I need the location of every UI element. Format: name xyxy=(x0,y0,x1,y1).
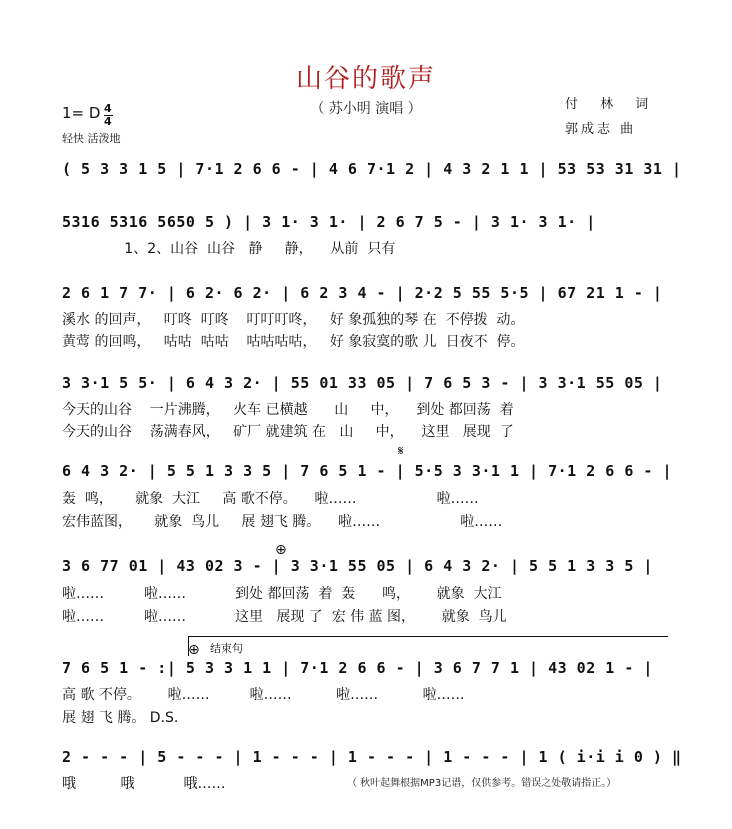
lyric-line-5b: 宏伟蓝图， 就象 鸟儿 展 翅飞 腾。 啦…… 啦…… xyxy=(62,514,503,530)
segno-mark: 𝄋 xyxy=(398,444,404,459)
lyric-line-7b: 展 翅 飞 腾。 D.S. xyxy=(62,710,179,726)
lyric-line-4a: 今天的山谷 一片沸腾， 火车 已横越 山 中， 到处 都回荡 着 xyxy=(62,402,514,418)
lyricist-credit: 付 林 词 xyxy=(565,97,658,112)
notation-line-2: 5316 5316 5650 5 ) | 3 1· 3 1· | 2 6 7 5 - | 3 1· 3 1· | xyxy=(62,213,596,231)
coda-mark: ⊕ xyxy=(275,542,287,558)
notation-line-5: 6 4 3 2· | 5 5 1 3 3 5 | 7 6 5 1 - | 5·5 3 3·1 1 | 7·1 2 6 6 - | xyxy=(62,462,672,480)
lyric-line-6a: 啦…… 啦…… 到处 都回荡 着 轰 鸣， 就象 大江 xyxy=(62,586,502,602)
notation-line-6: 3 6 77 01 | 43 02 3 - | 3 3·1 55 05 | 6 4 3 2· | 5 5 1 3 3 5 | xyxy=(62,557,653,575)
coda-start-mark: ⊕ xyxy=(188,642,200,658)
lyric-line-3a: 溪水 的回声， 叮咚 叮咚 叮叮叮咚， 好 象孤独的琴 在 不停拨 动。 xyxy=(62,312,525,328)
notation-line-7: 7 6 5 1 - :| 5 3 3 1 1 | 7·1 2 6 6 - | 3 6 7 7 1 | 43 02 1 - | xyxy=(62,659,653,677)
song-title: 山谷的歌声 xyxy=(295,64,436,94)
notation-line-4: 3 3·1 5 5· | 6 4 3 2· | 55 01 33 05 | 7 6 5 3 - | 3 3·1 55 05 | xyxy=(62,374,663,392)
tempo-marking: 轻快 活泼地 xyxy=(62,132,121,145)
lyric-line-4b: 今天的山谷 荡满春风， 矿厂 就建筑 在 山 中， 这里 展现 了 xyxy=(62,424,514,440)
time-signature-bottom: 4 xyxy=(104,115,112,128)
lyric-line-2a: 1、2、山谷 山谷 静 静， 从前 只有 xyxy=(62,241,396,257)
time-signature-top: 4 xyxy=(104,102,112,115)
lyric-line-8a: 哦 哦 哦…… xyxy=(62,776,226,792)
notation-line-1: ( 5 3 3 1 5 | 7·1 2 6 6 - | 4 6 7·1 2 | 4 3 2 1 1 | 53 53 31 31 | xyxy=(62,160,682,178)
key-signature: 1= D xyxy=(62,104,101,122)
composer-credit: 郭成志 曲 xyxy=(565,122,637,137)
lyric-line-7a: 高 歌 不停。 啦…… 啦…… 啦…… 啦…… xyxy=(62,687,465,703)
notation-line-3: 2 6 1 7 7· | 6 2· 6 2· | 6 2 3 4 - | 2·2 5 55 5·5 | 67 21 1 - | xyxy=(62,284,663,302)
lyric-line-5a: 轰 鸣， 就象 大江 高 歌不停。 啦…… 啦…… xyxy=(62,491,479,507)
singer-credit: （ 苏小明 演唱 ） xyxy=(310,101,422,117)
footnote: （ 秋叶起舞根据MP3记谱，仅供参考。错误之处敬请指正。） xyxy=(347,778,617,789)
lyric-line-3b: 黄莺 的回鸣， 咕咕 咕咕 咕咕咕咕， 好 象寂寞的歌 儿 日夜不 停。 xyxy=(62,334,525,350)
coda-label: 结束句 xyxy=(210,642,243,655)
lyric-line-6b: 啦…… 啦…… 这里 展现 了 宏 伟 蓝 图， 就象 鸟儿 xyxy=(62,609,507,625)
coda-bracket xyxy=(188,636,668,637)
notation-line-8: 2 - - - | 5 - - - | 1 - - - | 1 - - - | 1 - - - | 1 ( i·i i 0 ) ‖ xyxy=(62,748,682,766)
